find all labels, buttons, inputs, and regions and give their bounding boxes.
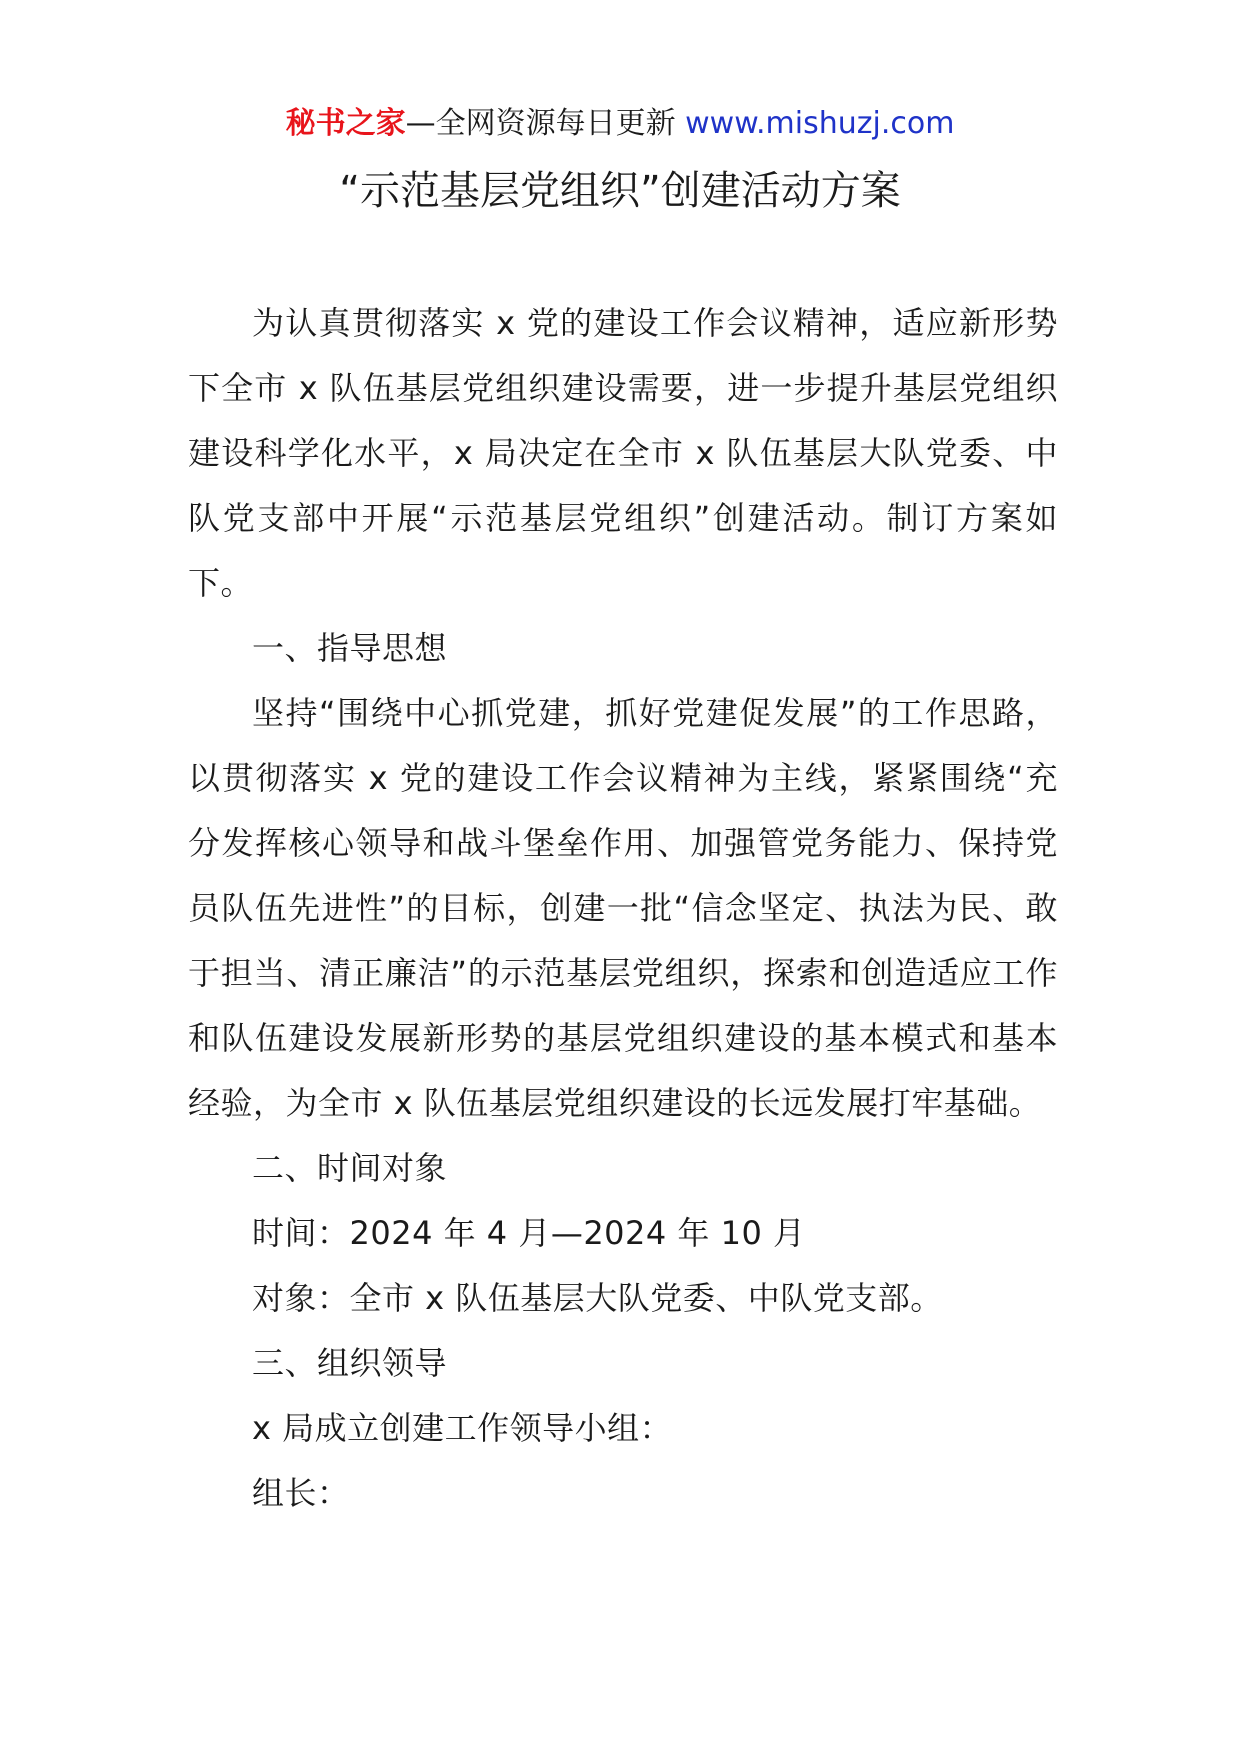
section-heading-leadership: 三、组织领导 <box>252 1344 448 1382</box>
document-body <box>188 291 1058 1526</box>
leadership-group-line: x 局成立创建工作领导小组： <box>252 1409 673 1447</box>
site-slogan: —全网资源每日更新 <box>405 106 686 141</box>
target-line: 对象：全市 x 队伍基层大队党委、中队党支部。 <box>252 1279 943 1317</box>
intro-paragraph: 为认真贯彻落实 x 党的建设工作会议精神，适应新形势下全市 x 队伍基层党组织建设需要，进一步提升基层党组织建设科学化水平，x 局决定在全市 x 队伍基层大队党委、中队党支部中开展“示范基层党组织”创建活动。制订方案如下。 <box>188 304 1058 602</box>
time-line: 时间：2024 年 4 月—2024 年 10 月 <box>252 1214 806 1252</box>
document-title: “示范基层党组织”创建活动方案 <box>339 168 901 214</box>
group-leader-line: 组长： <box>252 1474 350 1512</box>
section-heading-guiding-ideology: 一、指导思想 <box>252 629 448 667</box>
section-heading-time-target: 二、时间对象 <box>252 1149 448 1187</box>
site-banner <box>0 102 1240 146</box>
site-url-link[interactable]: www.mishuzj.com <box>685 106 955 141</box>
site-brand: 秘书之家 <box>285 106 406 141</box>
guiding-ideology-paragraph: 坚持“围绕中心抓党建，抓好党建促发展”的工作思路，以贯彻落实 x 党的建设工作会议精神为主线，紧紧围绕“充分发挥核心领导和战斗堡垒作用、加强管党务能力、保持党员队伍先进性”的目标，创建一批“信念坚定、执法为民、敢于担当、清正廉洁”的示范基层党组织，探索和创造适应工作和队伍建设发展新形势的基层党组织建设的基本模式和基本经验，为全市 x 队伍基层党组织建设的长远发展打牢基础。 <box>188 694 1058 1122</box>
